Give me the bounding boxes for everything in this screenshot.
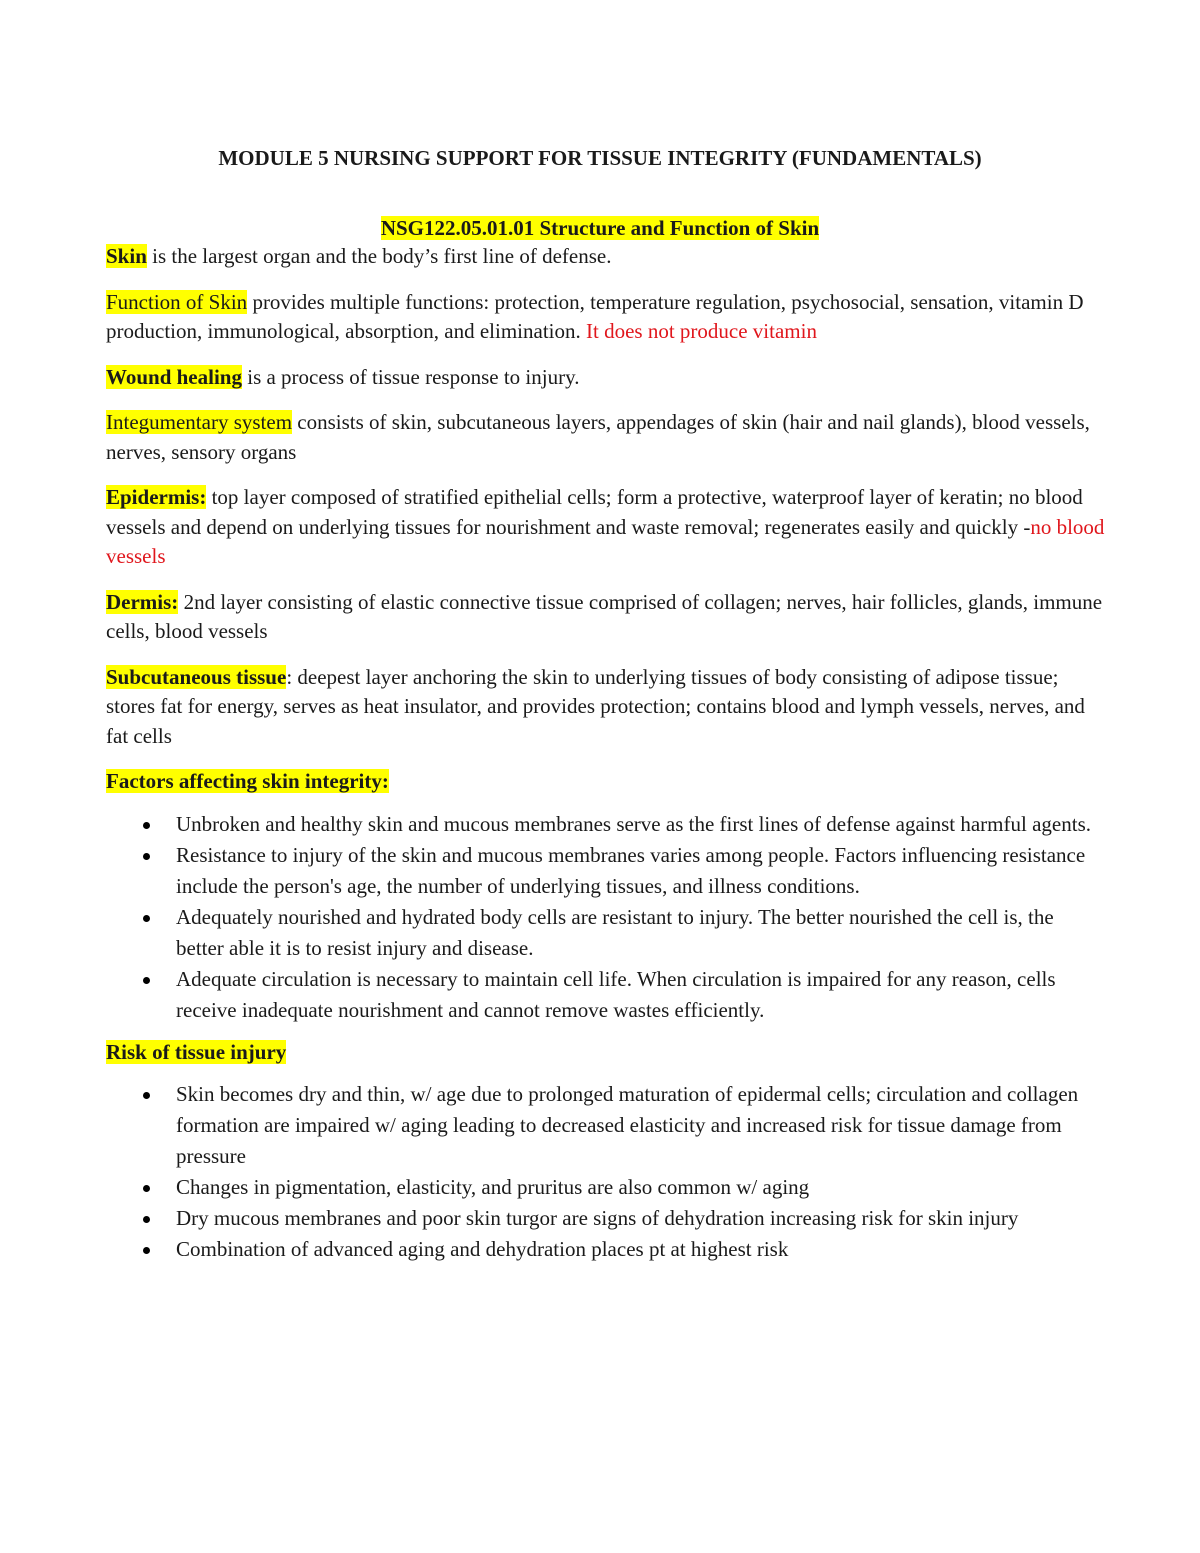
paragraph-subcutaneous bbox=[106, 663, 1106, 752]
factors-heading: Factors affecting skin integrity: bbox=[106, 769, 389, 793]
term-integumentary: Integumentary system bbox=[106, 410, 293, 434]
subcutaneous-text: : deepest layer anchoring the skin to underlying tissues of body consisting of adipose tissue; stores fat for energy, serves as heat insulator, and provides protection; contains blood and lymph vessels, nerves, and fat cells bbox=[106, 664, 1085, 748]
risk-list bbox=[106, 1079, 1106, 1265]
list-item: Adequate circulation is necessary to maintain cell life. When circulation is impaired for any reason, cells receive inadequate nourishment and cannot remove wastes efficiently. bbox=[106, 964, 1106, 1026]
term-function: Function of Skin bbox=[106, 289, 248, 314]
dermis-text: 2nd layer consisting of elastic connective tissue comprised of collagen; nerves, hair follicles, glands, immune cells, blood vessels bbox=[106, 589, 1103, 643]
paragraph-integumentary bbox=[106, 408, 1106, 467]
list-item: Changes in pigmentation, elasticity, and pruritus are also common w/ aging bbox=[106, 1172, 1106, 1203]
term-wound: Wound healing bbox=[106, 364, 242, 389]
list-item: Unbroken and healthy skin and mucous membranes serve as the first lines of defense against harmful agents. bbox=[106, 809, 1106, 840]
term-subcutaneous bbox=[106, 665, 286, 689]
term-skin: Skin bbox=[106, 244, 147, 268]
term-dermis: Dermis: bbox=[106, 589, 179, 614]
epidermis-note: no blood vessels bbox=[106, 514, 1105, 568]
document-title: MODULE 5 NURSING SUPPORT FOR TISSUE INTEGRITY (FUNDAMENTALS) bbox=[218, 146, 982, 170]
factors-list bbox=[106, 809, 1106, 1026]
paragraph-epidermis bbox=[106, 483, 1106, 572]
function-note: It does not produce vitamin bbox=[586, 319, 817, 343]
document-body bbox=[106, 242, 1106, 1277]
paragraph-function bbox=[106, 288, 1106, 347]
function-text: provides multiple functions: protection, temperature regulation, psychosocial, sensation, vitamin D production, immunological, absorption, and elimination. bbox=[106, 289, 1084, 343]
list-item: Dry mucous membranes and poor skin turgor are signs of dehydration increasing risk for skin injury bbox=[106, 1203, 1106, 1234]
paragraph-skin bbox=[106, 242, 1106, 272]
epidermis-text: top layer composed of stratified epithelial cells; form a protective, waterproof layer of keratin; no blood vessels and depend on underlying tissues for nourishment and waste removal; regenerates easily and quickly - bbox=[106, 485, 1083, 539]
subtitle-highlight: NSG122.05.01.01 Structure and Function of Skin bbox=[380, 216, 820, 240]
list-item: Adequately nourished and hydrated body cells are resistant to injury. The better nourished the cell is, the better able it is to resist injury and disease. bbox=[106, 902, 1106, 964]
list-item: Combination of advanced aging and dehydration places pt at highest risk bbox=[106, 1234, 1106, 1265]
section-subtitle bbox=[0, 213, 1200, 243]
factors-heading-line bbox=[106, 767, 1106, 797]
list-item: Resistance to injury of the skin and mucous membranes varies among people. Factors influencing resistance include the person's age, the number of underlying tissues, and illness conditions. bbox=[106, 840, 1106, 902]
risk-heading: Risk of tissue injury bbox=[106, 1039, 287, 1064]
term-epidermis: Epidermis: bbox=[106, 485, 207, 509]
paragraph-wound bbox=[106, 363, 1106, 393]
list-item: Skin becomes dry and thin, w/ age due to prolonged maturation of epidermal cells; circulation and collagen formation are impaired w/ aging leading to decreased elasticity and increased risk for tissue damage from pressure bbox=[106, 1079, 1106, 1172]
risk-heading-line bbox=[106, 1038, 1106, 1068]
integumentary-text: consists of skin, subcutaneous layers, appendages of skin (hair and nail glands), blood vessels, nerves, sensory organs bbox=[106, 410, 1090, 464]
skin-text: is the largest organ and the body’s first line of defense. bbox=[146, 244, 612, 268]
subcutaneous-term: Subcutaneous tissue bbox=[106, 664, 287, 689]
wound-text: is a process of tissue response to injury. bbox=[241, 364, 580, 389]
paragraph-dermis bbox=[106, 588, 1106, 647]
